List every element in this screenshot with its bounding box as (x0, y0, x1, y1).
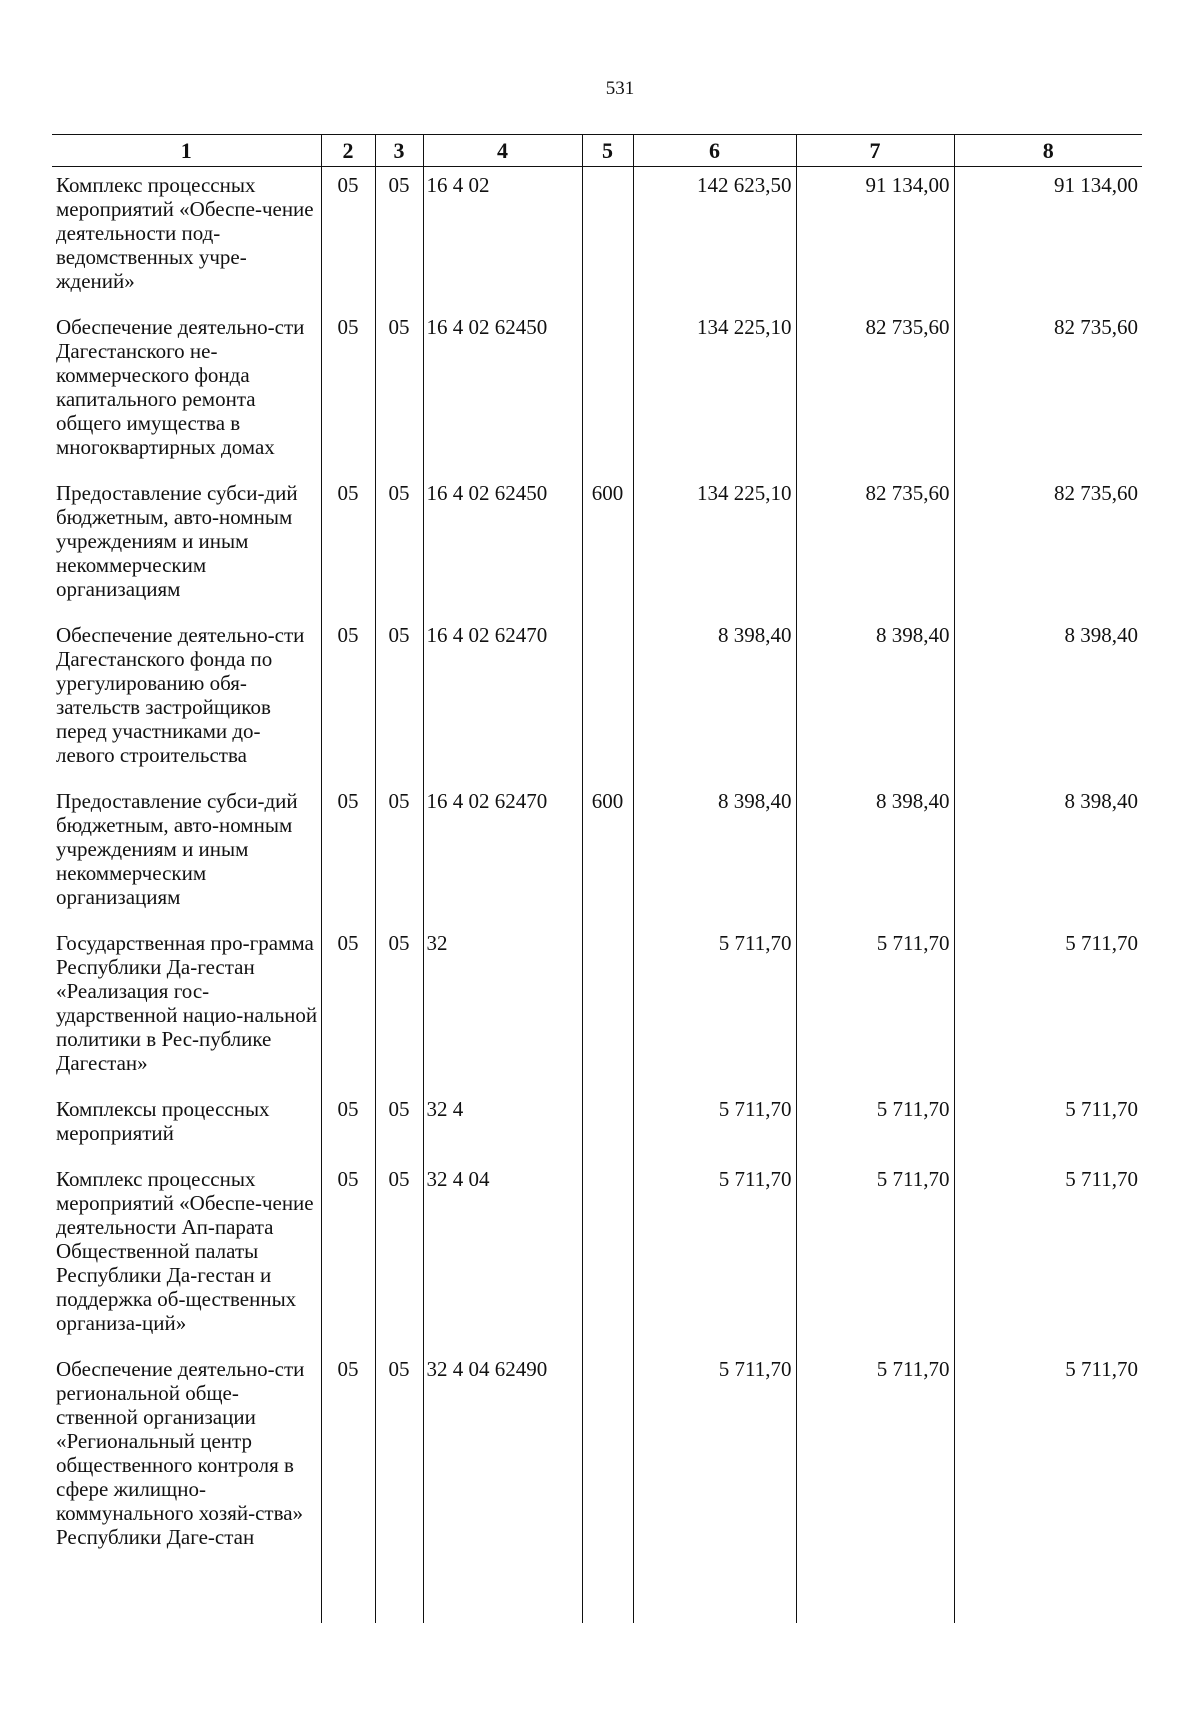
subsection-code-cell: 05 (375, 783, 423, 925)
column-header: 5 (582, 135, 633, 167)
target-article-cell: 32 4 (423, 1091, 582, 1161)
section-code-cell: 05 (321, 475, 375, 617)
table-row (52, 617, 1142, 783)
amount-cell-1: 5 711,70 (633, 1351, 796, 1623)
target-article-cell: 16 4 02 62450 (423, 309, 582, 475)
amount-cell-3: 82 735,60 (954, 475, 1142, 617)
table-row (52, 309, 1142, 475)
expense-type-cell (582, 617, 633, 783)
amount-cell-3: 82 735,60 (954, 309, 1142, 475)
section-code-cell: 05 (321, 925, 375, 1091)
target-article-cell: 32 4 04 62490 (423, 1351, 582, 1623)
amount-cell-1: 142 623,50 (633, 167, 796, 310)
section-code-cell: 05 (321, 167, 375, 310)
row-name-cell: Предоставление субси-дий бюджетным, авто-номным учреждениям и иным некоммерческим организациям (56, 789, 298, 909)
table-row (52, 783, 1142, 925)
table-row (52, 475, 1142, 617)
column-header: 7 (796, 135, 954, 167)
page-number: 531 (605, 78, 635, 99)
subsection-code-cell: 05 (375, 309, 423, 475)
table-row (52, 925, 1142, 1091)
amount-cell-2: 5 711,70 (796, 1091, 954, 1161)
expense-type-cell (582, 1091, 633, 1161)
subsection-code-cell: 05 (375, 617, 423, 783)
section-code-cell: 05 (321, 1351, 375, 1623)
amount-cell-3: 5 711,70 (954, 1091, 1142, 1161)
amount-cell-2: 5 711,70 (796, 1161, 954, 1351)
row-name-cell: Комплекс процессных мероприятий «Обеспе-чение деятельности Ап-парата Общественной палаты Республики Да-гестан и поддержка об-щественных организа-ций» (56, 1167, 314, 1335)
row-name-cell: Обеспечение деятельно-сти Дагестанского фонда по урегулированию обя-зательств застройщиков перед участниками до-левого строительства (56, 623, 305, 767)
amount-cell-2: 5 711,70 (796, 925, 954, 1091)
budget-table (52, 134, 1142, 1623)
column-header: 8 (954, 135, 1142, 167)
amount-cell-2: 82 735,60 (796, 475, 954, 617)
amount-cell-2: 8 398,40 (796, 783, 954, 925)
column-header: 1 (52, 135, 321, 167)
expense-type-cell (582, 1351, 633, 1623)
amount-cell-1: 134 225,10 (633, 309, 796, 475)
row-name-cell: Комплекс процессных мероприятий «Обеспе-чение деятельности под-ведомственных учре-ждений» (56, 173, 314, 293)
amount-cell-1: 5 711,70 (633, 1091, 796, 1161)
expense-type-cell (582, 925, 633, 1091)
expense-type-cell: 600 (582, 475, 633, 617)
subsection-code-cell: 05 (375, 475, 423, 617)
expense-type-cell (582, 309, 633, 475)
amount-cell-3: 8 398,40 (954, 617, 1142, 783)
amount-cell-3: 5 711,70 (954, 1161, 1142, 1351)
section-code-cell: 05 (321, 1091, 375, 1161)
table-row (52, 1091, 1142, 1161)
amount-cell-3: 5 711,70 (954, 1351, 1142, 1623)
amount-cell-2: 91 134,00 (796, 167, 954, 310)
table-row (52, 1161, 1142, 1351)
amount-cell-1: 8 398,40 (633, 783, 796, 925)
amount-cell-2: 82 735,60 (796, 309, 954, 475)
expense-type-cell (582, 1161, 633, 1351)
subsection-code-cell: 05 (375, 1161, 423, 1351)
subsection-code-cell: 05 (375, 1351, 423, 1623)
target-article-cell: 32 (423, 925, 582, 1091)
column-header: 3 (375, 135, 423, 167)
table-header-row (52, 135, 1142, 167)
target-article-cell: 16 4 02 (423, 167, 582, 310)
section-code-cell: 05 (321, 1161, 375, 1351)
amount-cell-3: 8 398,40 (954, 783, 1142, 925)
section-code-cell: 05 (321, 617, 375, 783)
target-article-cell: 16 4 02 62470 (423, 617, 582, 783)
row-name-cell: Предоставление субси-дий бюджетным, авто-номным учреждениям и иным некоммерческим организациям (56, 481, 298, 601)
column-header: 2 (321, 135, 375, 167)
subsection-code-cell: 05 (375, 1091, 423, 1161)
target-article-cell: 16 4 02 62470 (423, 783, 582, 925)
amount-cell-2: 8 398,40 (796, 617, 954, 783)
amount-cell-1: 8 398,40 (633, 617, 796, 783)
amount-cell-3: 5 711,70 (954, 925, 1142, 1091)
row-name-cell: Обеспечение деятельно-сти региональной обще-ственной организации «Региональный центр общественного контроля в сфере жилищно-коммунального хозяй-ства» Республики Даге-стан (56, 1357, 305, 1549)
column-header: 4 (423, 135, 582, 167)
amount-cell-1: 5 711,70 (633, 1161, 796, 1351)
table-row (52, 1351, 1142, 1623)
subsection-code-cell: 05 (375, 925, 423, 1091)
amount-cell-1: 5 711,70 (633, 925, 796, 1091)
target-article-cell: 16 4 02 62450 (423, 475, 582, 617)
row-name-cell: Комплексы процессных мероприятий (56, 1097, 270, 1145)
amount-cell-1: 134 225,10 (633, 475, 796, 617)
section-code-cell: 05 (321, 309, 375, 475)
table-row (52, 167, 1142, 310)
subsection-code-cell: 05 (375, 167, 423, 310)
section-code-cell: 05 (321, 783, 375, 925)
amount-cell-3: 91 134,00 (954, 167, 1142, 310)
row-name-cell: Обеспечение деятельно-сти Дагестанского не-коммерческого фонда капитального ремонта общего имущества в многоквартирных домах (56, 315, 305, 459)
expense-type-cell (582, 167, 633, 310)
target-article-cell: 32 4 04 (423, 1161, 582, 1351)
row-name-cell: Государственная про-грамма Республики Да-гестан «Реализация гос-ударственной нацио-нальной политики в Рес-публике Дагестан» (56, 931, 318, 1075)
column-header: 6 (633, 135, 796, 167)
expense-type-cell: 600 (582, 783, 633, 925)
amount-cell-2: 5 711,70 (796, 1351, 954, 1623)
